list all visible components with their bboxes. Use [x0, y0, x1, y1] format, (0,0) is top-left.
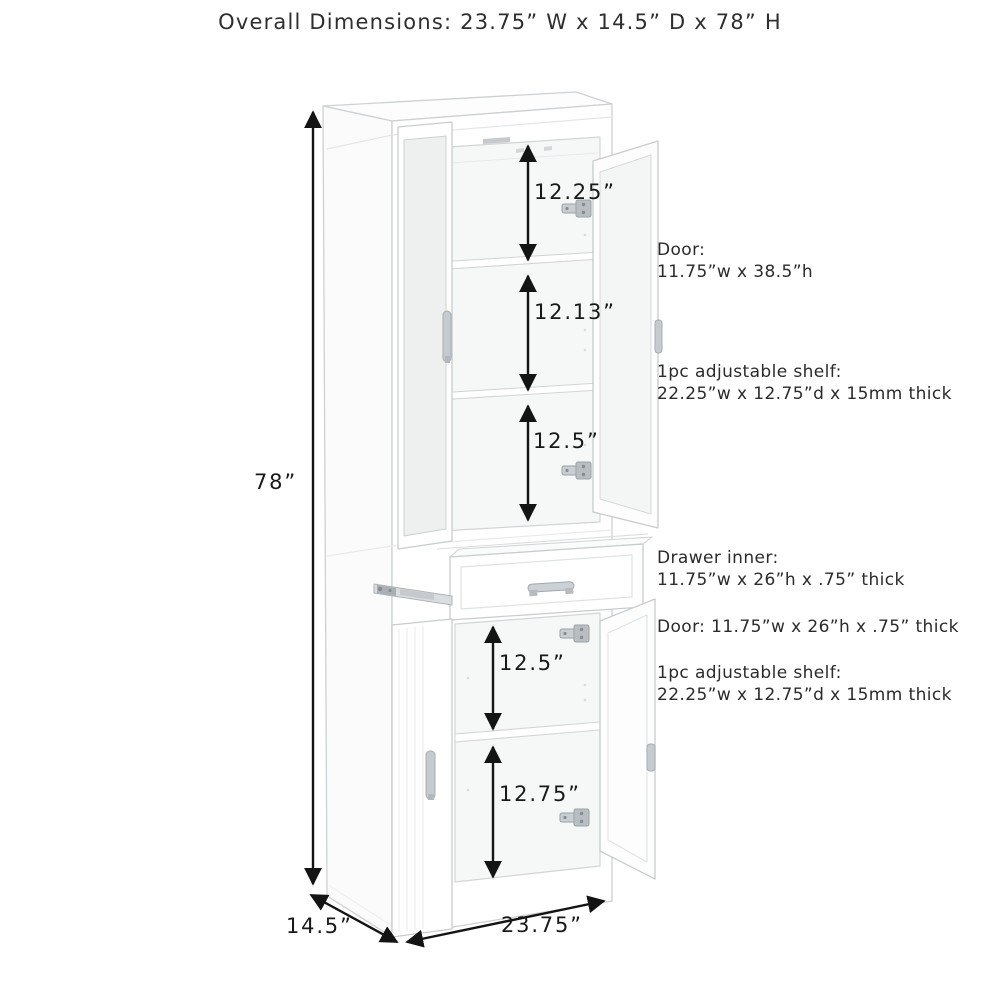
annotation-line: 22.25”w x 12.75”d x 15mm thick	[657, 384, 952, 404]
dim-label-upper-3: 12.5”	[533, 429, 600, 453]
annotation-line: 22.25”w x 12.75”d x 15mm thick	[657, 685, 952, 705]
annotation-line: 1pc adjustable shelf:	[657, 362, 842, 382]
annotation-drawer	[657, 547, 905, 591]
door-handle	[647, 744, 655, 771]
annotation-line: Door: 11.75”w x 26”h x .75” thick	[657, 617, 959, 637]
upper-left-glass-door	[398, 122, 452, 549]
door-handle	[655, 320, 662, 353]
dim-label-lower-2: 12.75”	[499, 782, 581, 806]
annotation-line: 1pc adjustable shelf:	[657, 663, 842, 683]
annotation-lower-door	[657, 616, 959, 638]
door-handle	[426, 751, 435, 799]
lower-right-door	[600, 599, 655, 879]
cabinet-side-panel	[323, 106, 392, 937]
glass-pane	[600, 155, 651, 514]
dim-label-lower-1: 12.5”	[499, 651, 566, 675]
annotation-upper-shelf	[657, 361, 952, 405]
page-title: Overall Dimensions: 23.75” W x 14.5” D x 78” H	[218, 10, 782, 34]
dim-label-upper-1: 12.25”	[534, 180, 616, 204]
annotation-line: Drawer inner:	[657, 548, 779, 568]
dim-label-width: 23.75”	[501, 913, 583, 937]
annotation-line: 11.75”w x 38.5”h	[657, 262, 814, 282]
dim-label-upper-2: 12.13”	[534, 300, 616, 324]
drawer-front	[450, 544, 643, 620]
dim-label-overall-height: 78”	[254, 470, 298, 494]
glass-pane	[404, 136, 446, 536]
door-handle	[443, 311, 451, 362]
annotation-upper-door	[657, 239, 813, 283]
lower-left-door	[392, 619, 452, 937]
annotation-line: 11.75”w x 26”h x .75” thick	[657, 570, 905, 590]
annotation-line: Door:	[657, 240, 706, 260]
dim-label-depth: 14.5”	[286, 914, 353, 938]
annotation-lower-shelf	[657, 662, 952, 706]
